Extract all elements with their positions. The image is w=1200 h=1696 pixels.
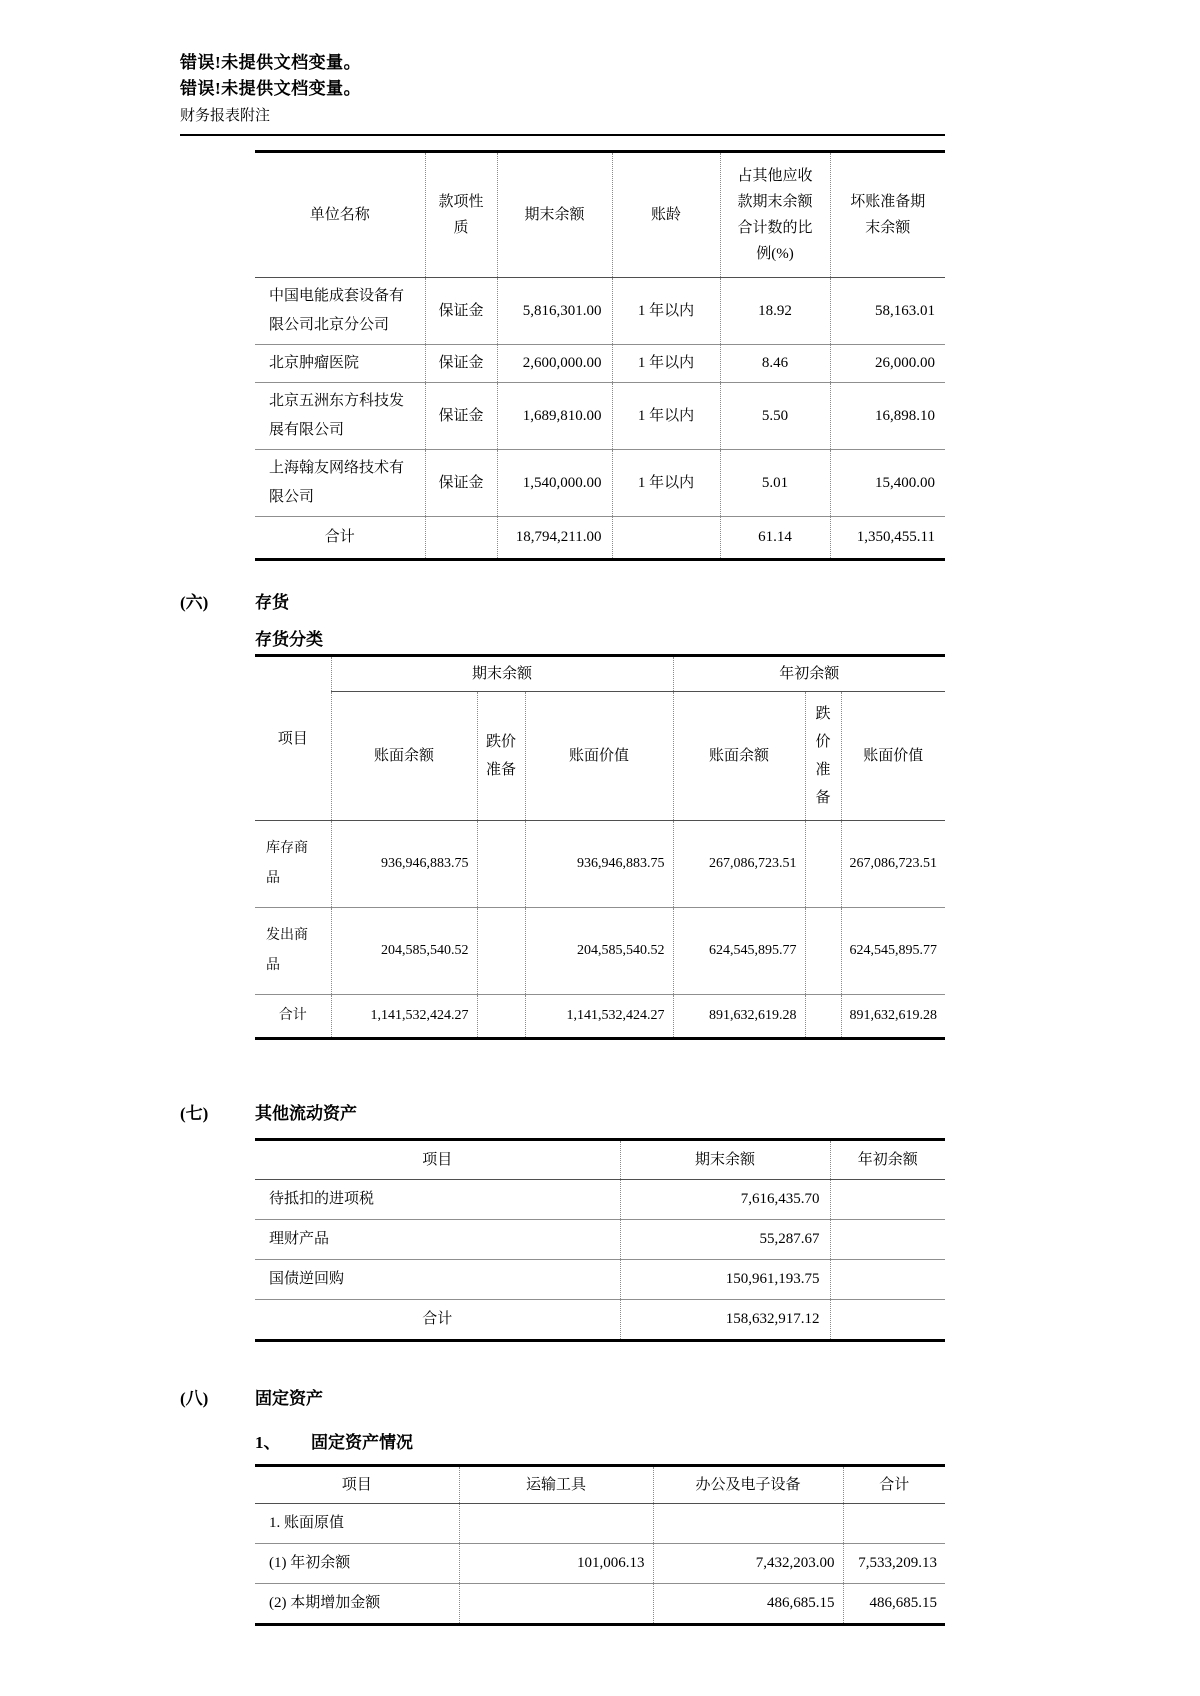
cell-total: 486,685.15 xyxy=(843,1584,945,1625)
cell-beginning-balance xyxy=(830,1260,945,1300)
cell-nature: 保证金 xyxy=(425,450,497,517)
section-number: (七) xyxy=(180,1104,209,1123)
col-header-ratio: 占其他应收款期末余额合计数的比例(%) xyxy=(720,152,830,278)
col-header-aging: 账龄 xyxy=(612,152,720,278)
table-row xyxy=(255,278,945,345)
col-header-transport: 运输工具 xyxy=(459,1466,653,1504)
total-row xyxy=(255,1300,945,1341)
header-divider xyxy=(180,134,945,136)
cell-empty xyxy=(425,517,497,560)
table-caption-inventory: 存货分类 xyxy=(255,630,323,649)
cell-empty xyxy=(612,517,720,560)
cell-beginning-balance xyxy=(830,1220,945,1260)
cell-nature: 保证金 xyxy=(425,383,497,450)
section-number: (八) xyxy=(180,1389,209,1408)
cell-bad-debt: 26,000.00 xyxy=(830,345,945,383)
cell-bad-debt: 16,898.10 xyxy=(830,383,945,450)
cell-item: (1) 年初余额 xyxy=(255,1544,459,1584)
cell-end-book-value: 936,946,883.75 xyxy=(525,821,673,908)
cell-total-end-book-balance: 1,141,532,424.27 xyxy=(331,995,477,1039)
col-header-office-electronic: 办公及电子设备 xyxy=(653,1466,843,1504)
cell-end-provision xyxy=(477,908,525,995)
cell-total-bad-debt: 1,350,455.11 xyxy=(830,517,945,560)
subsection-heading-fixed-assets-status xyxy=(255,1431,945,1455)
cell-item: 发出商品 xyxy=(255,908,331,995)
col-header-ending-balance: 期末余额 xyxy=(620,1140,830,1180)
cell-aging: 1 年以内 xyxy=(612,345,720,383)
col-header-ending-balance: 期末余额 xyxy=(497,152,612,278)
table-row xyxy=(255,1544,945,1584)
cell-total-ratio: 61.14 xyxy=(720,517,830,560)
table-row xyxy=(255,1504,945,1544)
cell-begin-book-value: 624,545,895.77 xyxy=(841,908,945,995)
table-header-row xyxy=(255,1466,945,1504)
section-number: (六) xyxy=(180,593,209,612)
col-header-bad-debt: 坏账准备期末余额 xyxy=(830,152,945,278)
group-header-beginning: 年初余额 xyxy=(673,656,945,692)
subsection-number: 1、 xyxy=(255,1433,281,1452)
section-heading-fixed-assets xyxy=(180,1387,945,1411)
cell-empty xyxy=(477,995,525,1039)
table-header-row xyxy=(255,152,945,278)
cell-aging: 1 年以内 xyxy=(612,450,720,517)
cell-total-label: 合计 xyxy=(278,1008,307,1023)
section-heading-inventory xyxy=(180,591,945,615)
table-sub-header-row xyxy=(255,692,945,821)
cell-beginning-balance xyxy=(830,1180,945,1220)
cell-ending-balance: 1,689,810.00 xyxy=(497,383,612,450)
cell-item: 库存商品 xyxy=(255,821,331,908)
cell-ending-balance: 2,600,000.00 xyxy=(497,345,612,383)
cell-office-electronic xyxy=(653,1504,843,1544)
table-row xyxy=(255,383,945,450)
other-current-assets-table xyxy=(255,1138,945,1342)
cell-unit-name: 北京肿瘤医院 xyxy=(255,345,425,383)
cell-transport: 101,006.13 xyxy=(459,1544,653,1584)
table-row xyxy=(255,1220,945,1260)
col-header-item: 项目 xyxy=(255,1140,620,1180)
cell-total-begin-book-balance: 891,632,619.28 xyxy=(673,995,805,1039)
cell-total: 7,533,209.13 xyxy=(843,1544,945,1584)
cell-end-book-value: 204,585,540.52 xyxy=(525,908,673,995)
cell-ending-balance: 55,287.67 xyxy=(620,1220,830,1260)
cell-total-beginning-balance xyxy=(830,1300,945,1341)
col-header-provision: 跌价准备 xyxy=(477,692,525,821)
inventory-table xyxy=(255,654,945,1040)
table-row xyxy=(255,1584,945,1625)
cell-bad-debt: 15,400.00 xyxy=(830,450,945,517)
section-title: 固定资产 xyxy=(255,1389,323,1408)
cell-item: (2) 本期增加金额 xyxy=(269,1595,381,1611)
col-header-beginning-balance: 年初余额 xyxy=(830,1140,945,1180)
cell-office-electronic: 486,685.15 xyxy=(653,1584,843,1625)
doc-error-line-2: 错误!未提供文档变量。 xyxy=(180,79,362,98)
col-header-nature: 款项性质 xyxy=(425,152,497,278)
cell-total-ending-balance: 158,632,917.12 xyxy=(620,1300,830,1341)
table-row xyxy=(255,908,945,995)
cell-item: 1. 账面原值 xyxy=(255,1504,459,1544)
col-header-item: 项目 xyxy=(255,656,331,821)
col-header-book-balance: 账面余额 xyxy=(331,692,477,821)
cell-empty xyxy=(805,995,841,1039)
cell-ending-balance: 150,961,193.75 xyxy=(620,1260,830,1300)
total-row xyxy=(255,517,945,560)
col-header-total: 合计 xyxy=(843,1466,945,1504)
fixed-assets-table xyxy=(255,1464,945,1626)
table-header-row xyxy=(255,1140,945,1180)
cell-total-label: 合计 xyxy=(422,1311,453,1327)
table-row xyxy=(255,1260,945,1300)
cell-item: 理财产品 xyxy=(255,1220,620,1260)
col-header-provision: 跌价准备 xyxy=(805,692,841,821)
cell-total-end-book-value: 1,141,532,424.27 xyxy=(525,995,673,1039)
cell-ending-balance: 1,540,000.00 xyxy=(497,450,612,517)
cell-unit-name: 中国电能成套设备有限公司北京分公司 xyxy=(255,278,425,345)
col-header-item: 项目 xyxy=(255,1466,459,1504)
table-row xyxy=(255,450,945,517)
cell-office-electronic: 7,432,203.00 xyxy=(653,1544,843,1584)
cell-bad-debt: 58,163.01 xyxy=(830,278,945,345)
col-header-book-value: 账面价值 xyxy=(841,692,945,821)
cell-end-book-balance: 204,585,540.52 xyxy=(331,908,477,995)
cell-transport xyxy=(459,1584,653,1625)
table-group-header-row xyxy=(255,656,945,692)
cell-nature: 保证金 xyxy=(425,278,497,345)
total-row xyxy=(255,995,945,1039)
col-header-book-value: 账面价值 xyxy=(525,692,673,821)
cell-ending-balance: 7,616,435.70 xyxy=(620,1180,830,1220)
table-row xyxy=(255,1180,945,1220)
section-title: 其他流动资产 xyxy=(255,1104,357,1123)
cell-begin-book-balance: 267,086,723.51 xyxy=(673,821,805,908)
cell-end-provision xyxy=(477,821,525,908)
cell-ratio: 5.50 xyxy=(720,383,830,450)
cell-ratio: 8.46 xyxy=(720,345,830,383)
section-heading-other-current-assets xyxy=(180,1102,945,1126)
cell-aging: 1 年以内 xyxy=(612,278,720,345)
cell-begin-book-value: 267,086,723.51 xyxy=(841,821,945,908)
cell-ratio: 5.01 xyxy=(720,450,830,517)
cell-begin-provision xyxy=(805,908,841,995)
section-title: 存货 xyxy=(255,593,289,612)
doc-error-line-1: 错误!未提供文档变量。 xyxy=(180,53,362,72)
cell-transport xyxy=(459,1504,653,1544)
cell-total-ending-balance: 18,794,211.00 xyxy=(497,517,612,560)
cell-unit-name: 北京五洲东方科技发展有限公司 xyxy=(255,383,425,450)
cell-item: 待抵扣的进项税 xyxy=(255,1180,620,1220)
cell-end-book-balance: 936,946,883.75 xyxy=(331,821,477,908)
table-row xyxy=(255,345,945,383)
cell-begin-provision xyxy=(805,821,841,908)
cell-total-begin-book-value: 891,632,619.28 xyxy=(841,995,945,1039)
cell-ending-balance: 5,816,301.00 xyxy=(497,278,612,345)
col-header-unit-name: 单位名称 xyxy=(255,152,425,278)
cell-total xyxy=(843,1504,945,1544)
cell-item: 国债逆回购 xyxy=(255,1260,620,1300)
cell-aging: 1 年以内 xyxy=(612,383,720,450)
other-receivables-table xyxy=(255,150,945,561)
table-row xyxy=(255,821,945,908)
cell-nature: 保证金 xyxy=(425,345,497,383)
subsection-title: 固定资产情况 xyxy=(311,1433,413,1452)
page-content xyxy=(180,50,945,1626)
group-header-ending: 期末余额 xyxy=(331,656,673,692)
col-header-book-balance: 账面余额 xyxy=(673,692,805,821)
cell-unit-name: 上海翰友网络技术有限公司 xyxy=(255,450,425,517)
cell-begin-book-balance: 624,545,895.77 xyxy=(673,908,805,995)
doc-subtitle: 财务报表附注 xyxy=(180,108,271,124)
cell-total-label: 合计 xyxy=(324,529,355,545)
cell-ratio: 18.92 xyxy=(720,278,830,345)
